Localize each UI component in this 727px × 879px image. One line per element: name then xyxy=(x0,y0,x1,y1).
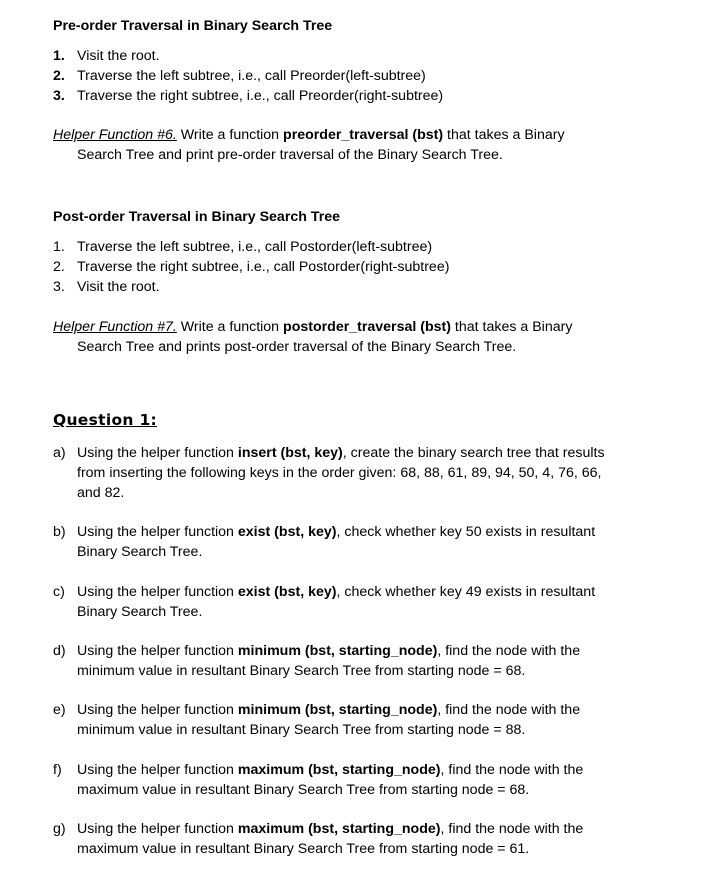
function-name: exist (bst, key) xyxy=(237,524,337,540)
function-name: exist (bst, key) xyxy=(237,584,337,600)
helper-function-6: Helper Function #6. Write a function preorder_traversal (bst) that takes a Binary Search Tree and print pre-order traversal of the Binary Search Tree. xyxy=(53,127,565,163)
helper-label: Helper Function #7. xyxy=(53,319,177,335)
question-item-b: b) Using the helper function exist (bst, key), check whether key 50 exists in resultant Binary Search Tree. xyxy=(53,524,596,560)
postorder-title: Post-order Traversal in Binary Search Tree xyxy=(53,209,341,225)
function-name: postorder_traversal (bst) xyxy=(283,319,451,335)
helper-function-7: Helper Function #7. Write a function postorder_traversal (bst) that takes a Binary Search Tree and prints post-order traversal of the Binary Search Tree. xyxy=(53,319,573,355)
function-name: maximum (bst, starting_node) xyxy=(237,762,441,778)
function-name: maximum (bst, starting_node) xyxy=(237,821,441,837)
list-item: 1. Traverse the left subtree, i.e., call Postorder(left-subtree) xyxy=(53,239,433,255)
preorder-steps xyxy=(53,46,693,106)
question-item-e: e) Using the helper function minimum (bst, starting_node), find the node with the minimum value in resultant Binary Search Tree from starting node = 88. xyxy=(53,702,581,738)
function-name: insert (bst, key) xyxy=(237,445,343,461)
list-item: 2. Traverse the left subtree, i.e., call Preorder(left-subtree) xyxy=(53,68,426,84)
preorder-title: Pre-order Traversal in Binary Search Tree xyxy=(53,18,333,34)
question-section xyxy=(53,410,693,859)
question-item-a: a) Using the helper function insert (bst, key), create the binary search tree that results from inserting the following keys in the order given: 68, 88, 61, 89, 94, 50, 4, 76, 66, and 82. xyxy=(53,445,605,501)
function-name: minimum (bst, starting_node) xyxy=(237,643,438,659)
question-item-f: f) Using the helper function maximum (bst, starting_node), find the node with the maximum value in resultant Binary Search Tree from starting node = 68. xyxy=(53,762,584,798)
list-item: 2. Traverse the right subtree, i.e., call Postorder(right-subtree) xyxy=(53,259,450,275)
question-item-c: c) Using the helper function exist (bst, key), check whether key 49 exists in resultant Binary Search Tree. xyxy=(53,584,596,620)
question-item-d: d) Using the helper function minimum (bst, starting_node), find the node with the minimum value in resultant Binary Search Tree from starting node = 68. xyxy=(53,643,581,679)
function-name: minimum (bst, starting_node) xyxy=(237,702,438,718)
list-item: 3. Visit the root. xyxy=(53,279,160,295)
question-title: Question 1: xyxy=(53,411,158,429)
postorder-steps xyxy=(53,237,693,297)
helper-label: Helper Function #6. xyxy=(53,127,177,143)
list-item: 1. Visit the root. xyxy=(53,48,160,64)
preorder-section xyxy=(53,16,693,165)
question-item-g: g) Using the helper function maximum (bst, starting_node), find the node with the maximum value in resultant Binary Search Tree from starting node = 61. xyxy=(53,821,584,857)
list-item: 3. Traverse the right subtree, i.e., call Preorder(right-subtree) xyxy=(53,88,444,104)
function-name: preorder_traversal (bst) xyxy=(283,127,444,143)
postorder-section xyxy=(53,207,693,357)
